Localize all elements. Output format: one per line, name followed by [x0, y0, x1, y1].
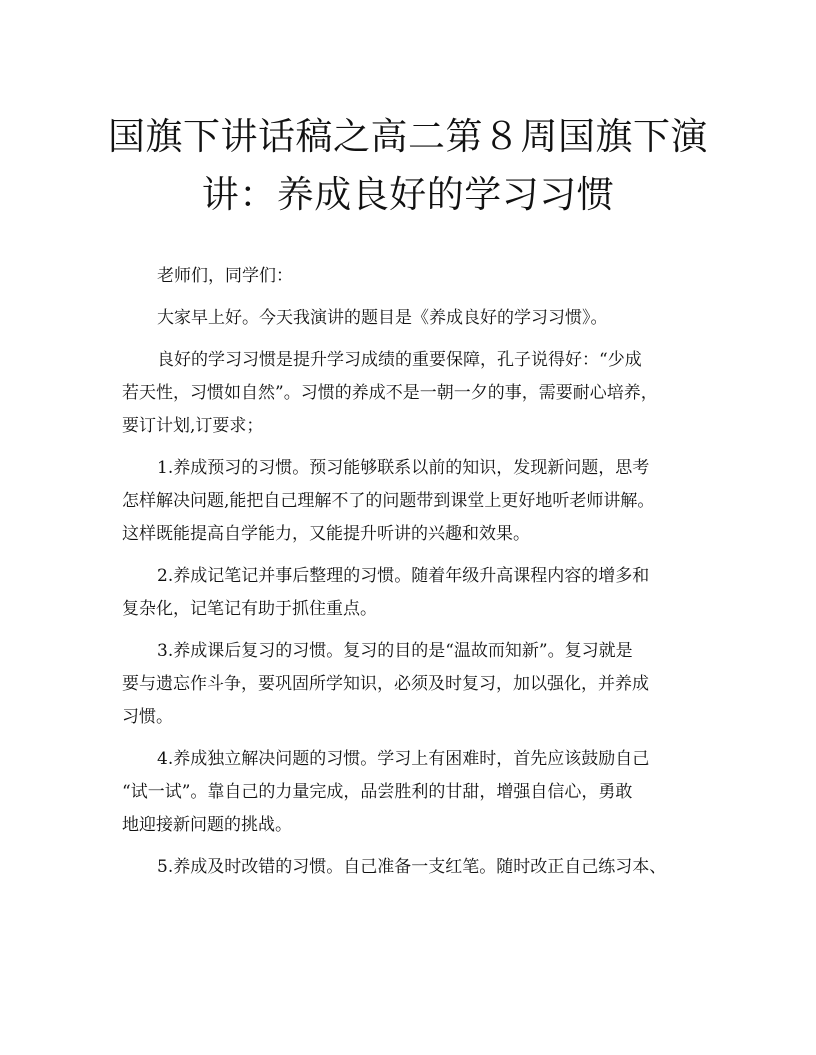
- text-line: 3.养成课后复习的习惯。复习的目的是“温故而知新”。复习就是: [157, 641, 633, 661]
- text-line: 良好的学习习惯是提升学习成绩的重要保障，孔子说得好：“少成: [157, 350, 642, 370]
- document-body: [122, 260, 700, 893]
- text-line: 若天性，习惯如自然”。习惯的养成不是一朝一夕的事，需要耐心培养，: [122, 383, 658, 403]
- paragraph-item-2: [122, 560, 700, 626]
- document-title: [100, 108, 716, 224]
- text-line: 这样既能提高自学能力，又能提升听讲的兴趣和效果。: [122, 524, 530, 544]
- text-line: 地迎接新问题的挑战。: [122, 815, 292, 835]
- text-line: 要订计划,订要求；: [122, 416, 264, 436]
- title-line-1: 国旗下讲话稿之高二第８周国旗下演: [108, 115, 708, 158]
- paragraph-item-5: [122, 851, 700, 884]
- text-line: 大家早上好。今天我演讲的题目是《养成良好的学习习惯》。: [157, 308, 608, 328]
- title-line-2: 讲：养成良好的学习习惯: [201, 173, 615, 216]
- paragraph-intro: [122, 302, 700, 335]
- text-line: 1.养成预习的习惯。预习能够联系以前的知识，发现新问题，思考: [157, 458, 650, 478]
- text-line: 习惯。: [122, 707, 173, 727]
- text-line: 怎样解决问题,能把自己理解不了的问题带到课堂上更好地听老师讲解。: [122, 491, 655, 511]
- text-line: 2.养成记笔记并事后整理的习惯。随着年级升高课程内容的增多和: [157, 566, 650, 586]
- paragraph-item-3: [122, 635, 700, 734]
- paragraph-item-4: [122, 743, 700, 842]
- text-line: 要与遗忘作斗争，要巩固所学知识，必须及时复习，加以强化，并养成: [122, 674, 649, 694]
- text-line: 5.养成及时改错的习惯。自己准备一支红笔。随时改正自己练习本、: [157, 857, 667, 877]
- text-line: 老师们，同学们：: [157, 266, 293, 286]
- paragraph-habits: [122, 344, 700, 443]
- paragraph-greeting: [122, 260, 700, 293]
- text-line: “试一试”。靠自己的力量完成，品尝胜利的甘甜，增强自信心，勇敢: [122, 782, 633, 802]
- text-line: 4.养成独立解决问题的习惯。学习上有困难时，首先应该鼓励自己: [157, 749, 650, 769]
- paragraph-item-1: [122, 452, 700, 551]
- text-line: 复杂化，记笔记有助于抓住重点。: [122, 599, 377, 619]
